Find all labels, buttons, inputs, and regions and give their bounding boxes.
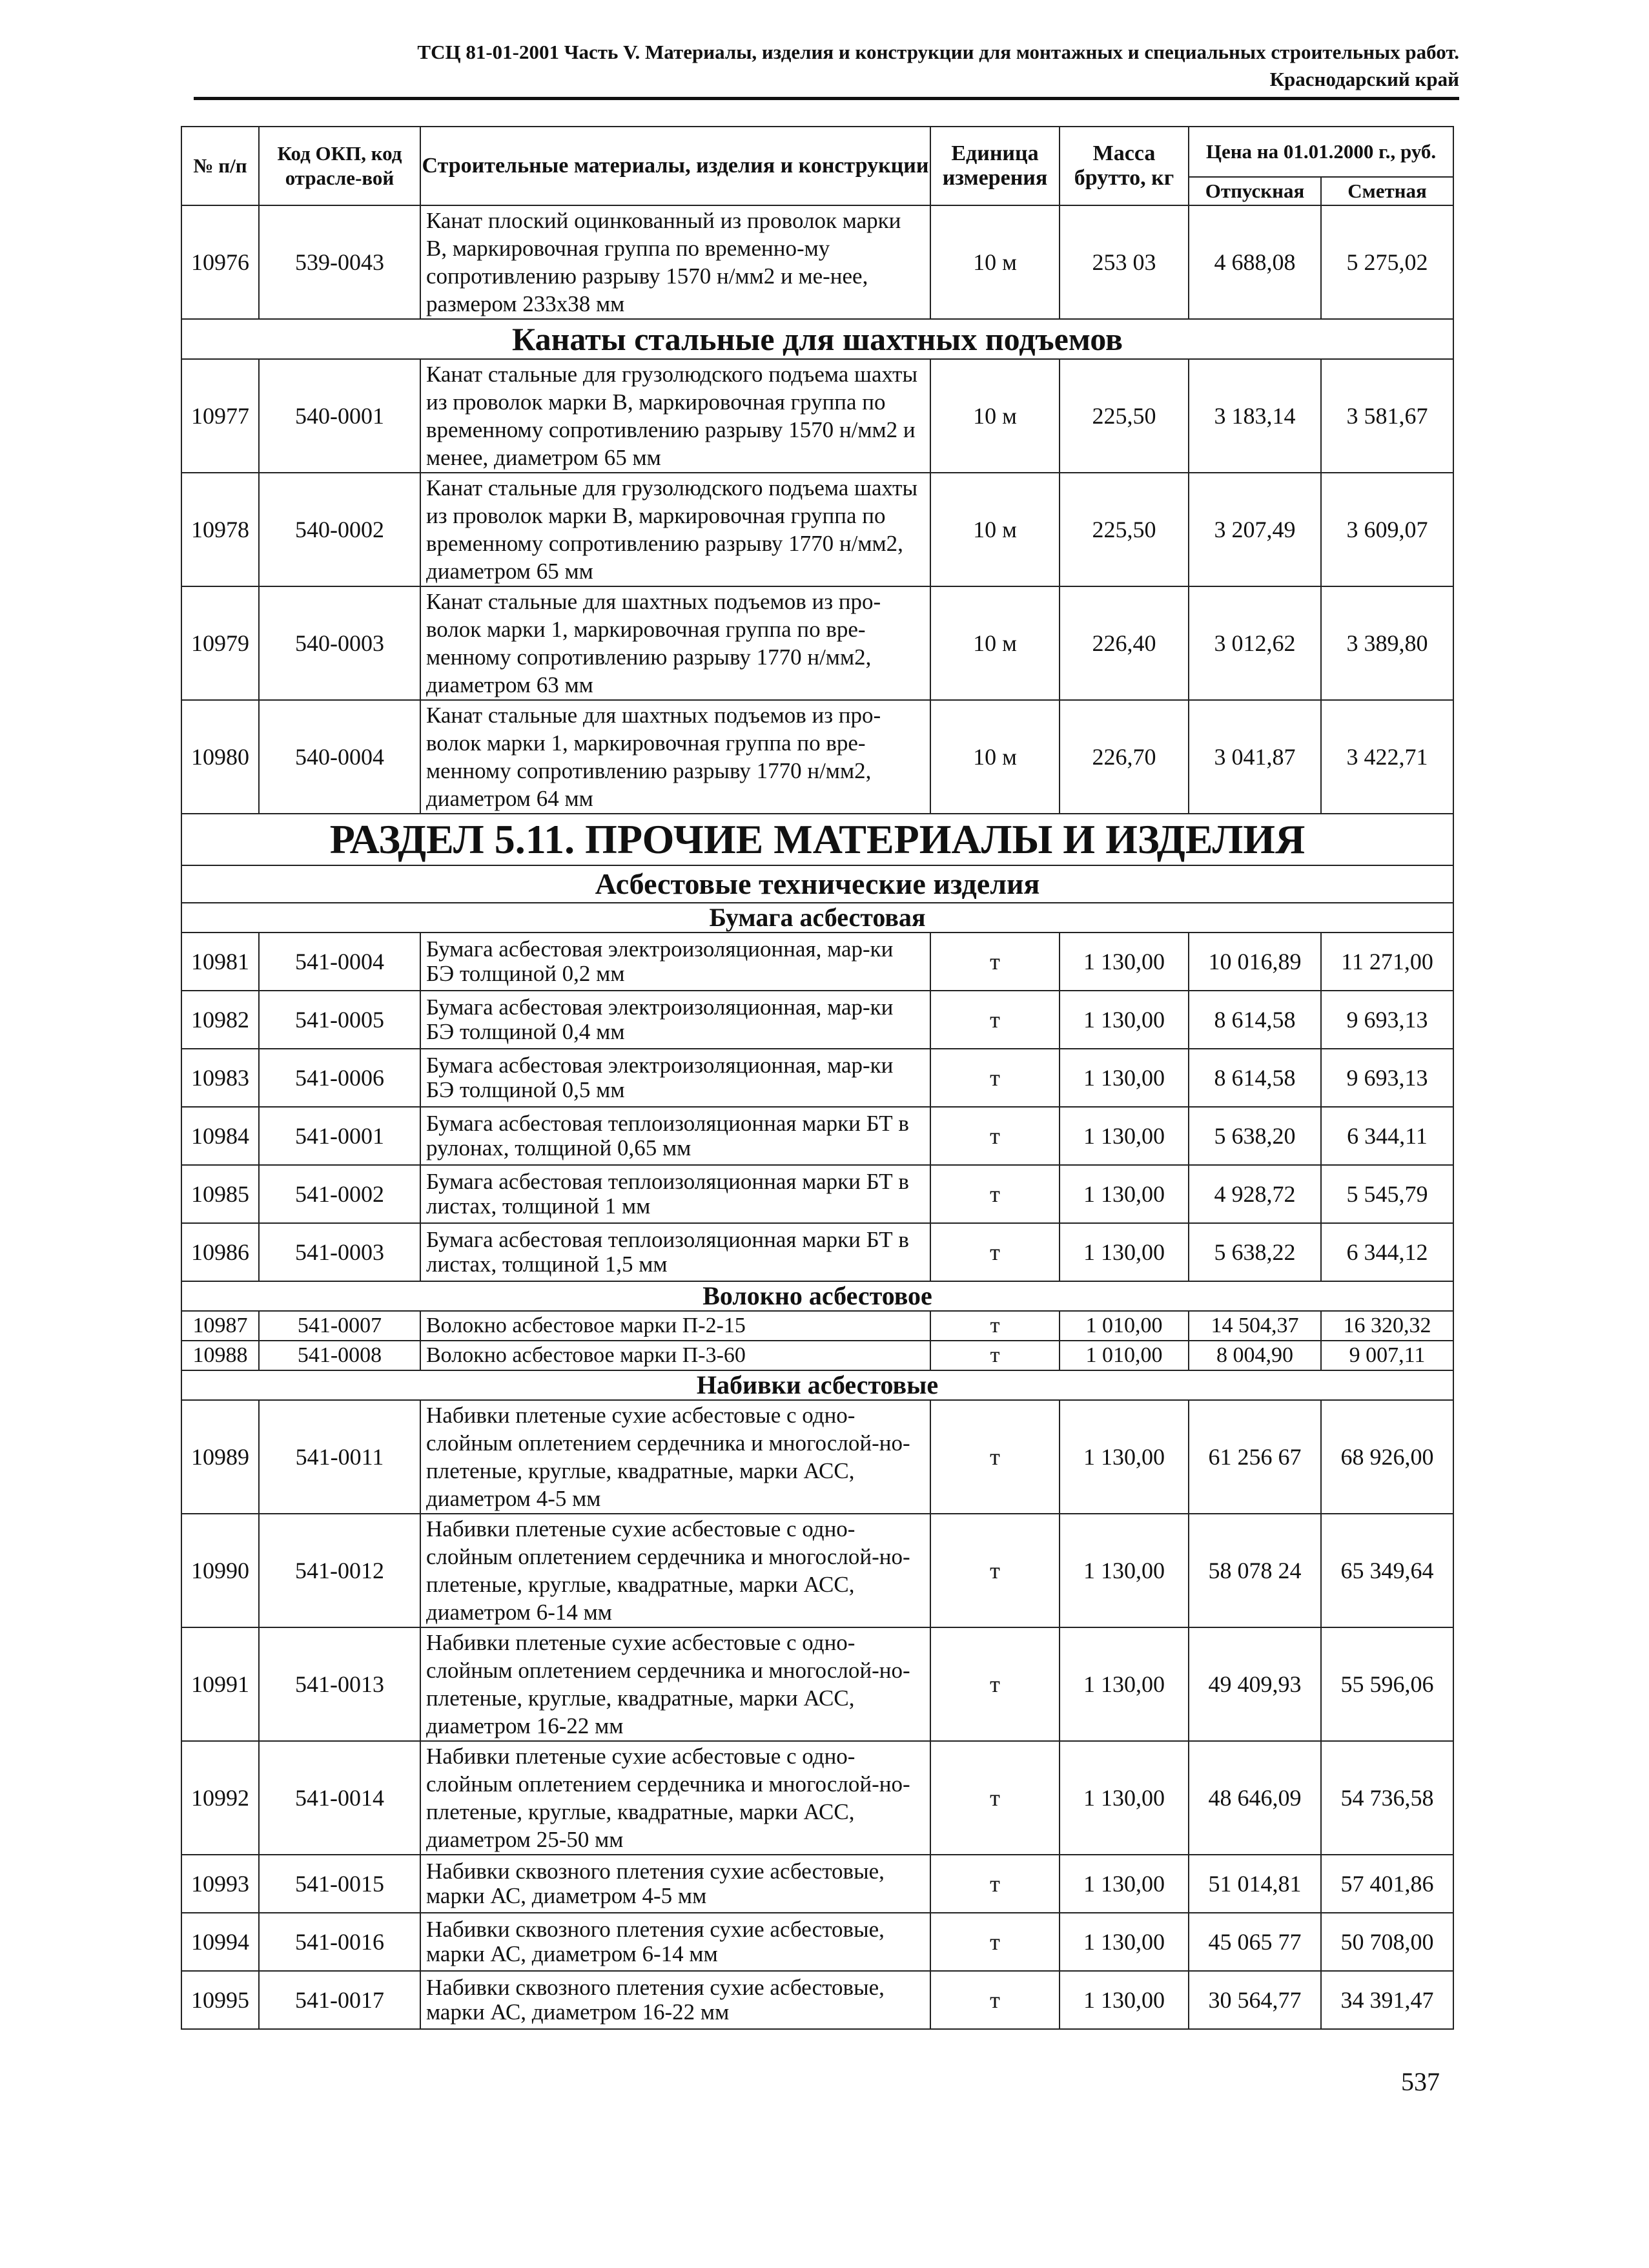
cell-num: 10991: [181, 1627, 259, 1741]
cell-unit: т: [930, 991, 1060, 1049]
col-header-release-price: Отпускная: [1189, 177, 1321, 205]
cell-name: Канат стальные для шахтных подъемов из про-волок марки 1, маркировочная группа по вре-менному сопротивлению разрыву 1770 н/мм2, диаметром 64 мм: [420, 700, 930, 814]
cell-estimate-price: 57 401,86: [1321, 1855, 1453, 1913]
cell-num: 10982: [181, 991, 259, 1049]
price-table-container: [181, 126, 1453, 2030]
cell-estimate-price: 3 581,67: [1321, 359, 1453, 473]
cell-unit: т: [930, 1341, 1060, 1370]
table-row: [181, 1741, 1453, 1855]
cell-release-price: 5 638,22: [1189, 1223, 1321, 1281]
col-header-code: Код ОКП, код отрасле-вой: [259, 127, 420, 205]
cell-estimate-price: 3 389,80: [1321, 586, 1453, 700]
cell-code: 541-0006: [259, 1049, 420, 1107]
cell-estimate-price: 65 349,64: [1321, 1514, 1453, 1627]
cell-num: 10977: [181, 359, 259, 473]
cell-code: 541-0016: [259, 1913, 420, 1971]
table-row: [181, 1341, 1453, 1370]
cell-name: Набивки плетеные сухие асбестовые с одно-слойным оплетением сердечника и многослой-но-плетеные, круглые, квадратные, марки АСС, диаметром 16-22 мм: [420, 1627, 930, 1741]
cell-num: 10981: [181, 933, 259, 991]
cell-estimate-price: 5 545,79: [1321, 1165, 1453, 1223]
cell-estimate-price: 6 344,12: [1321, 1223, 1453, 1281]
table-row: [181, 586, 1453, 700]
cell-estimate-price: 50 708,00: [1321, 1913, 1453, 1971]
cell-unit: т: [930, 1514, 1060, 1627]
cell-estimate-price: 6 344,11: [1321, 1107, 1453, 1165]
cell-num: 10985: [181, 1165, 259, 1223]
table-row: [181, 1913, 1453, 1971]
cell-num: 10980: [181, 700, 259, 814]
cell-name: Набивки сквозного плетения сухие асбестовые, марки АС, диаметром 6-14 мм: [420, 1913, 930, 1971]
cell-code: 541-0007: [259, 1311, 420, 1341]
cell-name: Канат плоский оцинкованный из проволок марки В, маркировочная группа по временно-му сопротивлению разрыву 1570 н/мм2 и ме-нее, размером 233х38 мм: [420, 205, 930, 319]
cell-release-price: 4 928,72: [1189, 1165, 1321, 1223]
cell-release-price: 5 638,20: [1189, 1107, 1321, 1165]
cell-name: Набивки плетеные сухие асбестовые с одно-слойным оплетением сердечника и многослой-но-плетеные, круглые, квадратные, марки АСС, диаметром 25-50 мм: [420, 1741, 930, 1855]
header-title: ТСЦ 81-01-2001 Часть V. Материалы, изделия и конструкции для монтажных и специальных строительных работ.: [417, 41, 1459, 63]
cell-release-price: 30 564,77: [1189, 1971, 1321, 2029]
cell-release-price: 14 504,37: [1189, 1311, 1321, 1341]
cell-release-price: 4 688,08: [1189, 205, 1321, 319]
cell-mass: 226,40: [1060, 586, 1189, 700]
cell-release-price: 8 004,90: [1189, 1341, 1321, 1370]
cell-num: 10984: [181, 1107, 259, 1165]
table-row: [181, 991, 1453, 1049]
table-row: [181, 1223, 1453, 1281]
cell-release-price: 8 614,58: [1189, 991, 1321, 1049]
col-header-mass: Масса брутто, кг: [1060, 127, 1189, 205]
cell-mass: 1 130,00: [1060, 991, 1189, 1049]
cell-code: 541-0004: [259, 933, 420, 991]
subheader-asbestos-products: Асбестовые технические изделия: [181, 865, 1453, 903]
cell-unit: т: [930, 933, 1060, 991]
cell-release-price: 48 646,09: [1189, 1741, 1321, 1855]
subheader-asbestos-packing: Набивки асбестовые: [181, 1370, 1453, 1400]
cell-num: 10986: [181, 1223, 259, 1281]
cell-unit: 10 м: [930, 359, 1060, 473]
cell-name: Набивки плетеные сухие асбестовые с одно-слойным оплетением сердечника и многослой-но-плетеные, круглые, квадратные, марки АСС, диаметром 4-5 мм: [420, 1400, 930, 1514]
cell-num: 10983: [181, 1049, 259, 1107]
table-row: [181, 1627, 1453, 1741]
col-header-num: № п/п: [181, 127, 259, 205]
subheader-row: [181, 1370, 1453, 1400]
cell-estimate-price: 68 926,00: [1321, 1400, 1453, 1514]
cell-name: Канат стальные для грузолюдского подъема шахты из проволок марки В, маркировочная группа по временному сопротивлению разрыву 1570 н/мм2 и менее, диаметром 65 мм: [420, 359, 930, 473]
header-rule: [194, 97, 1459, 100]
page-header: [271, 39, 1459, 93]
cell-mass: 1 130,00: [1060, 1223, 1189, 1281]
cell-name: Канат стальные для шахтных подъемов из про-волок марки 1, маркировочная группа по вре-менному сопротивлению разрыву 1770 н/мм2, диаметром 63 мм: [420, 586, 930, 700]
cell-unit: т: [930, 1049, 1060, 1107]
cell-code: 541-0003: [259, 1223, 420, 1281]
cell-estimate-price: 11 271,00: [1321, 933, 1453, 991]
cell-unit: т: [930, 1165, 1060, 1223]
cell-unit: т: [930, 1741, 1060, 1855]
cell-num: 10987: [181, 1311, 259, 1341]
cell-code: 540-0003: [259, 586, 420, 700]
cell-num: 10995: [181, 1971, 259, 2029]
cell-release-price: 3 012,62: [1189, 586, 1321, 700]
subheader-row: [181, 903, 1453, 933]
table-row: [181, 1311, 1453, 1341]
table-row: [181, 359, 1453, 473]
cell-num: 10976: [181, 205, 259, 319]
cell-estimate-price: 54 736,58: [1321, 1741, 1453, 1855]
cell-num: 10993: [181, 1855, 259, 1913]
cell-estimate-price: 9 693,13: [1321, 991, 1453, 1049]
cell-num: 10994: [181, 1913, 259, 1971]
cell-name: Канат стальные для грузолюдского подъема шахты из проволок марки В, маркировочная группа по временному сопротивлению разрыву 1770 н/мм2, диаметром 65 мм: [420, 473, 930, 586]
cell-release-price: 10 016,89: [1189, 933, 1321, 991]
cell-estimate-price: 16 320,32: [1321, 1311, 1453, 1341]
cell-code: 541-0014: [259, 1741, 420, 1855]
cell-code: 541-0015: [259, 1855, 420, 1913]
cell-code: 541-0001: [259, 1107, 420, 1165]
col-header-name: Строительные материалы, изделия и конструкции: [420, 127, 930, 205]
cell-code: 540-0004: [259, 700, 420, 814]
cell-unit: т: [930, 1855, 1060, 1913]
cell-code: 539-0043: [259, 205, 420, 319]
cell-estimate-price: 3 609,07: [1321, 473, 1453, 586]
cell-unit: т: [930, 1971, 1060, 2029]
cell-unit: т: [930, 1311, 1060, 1341]
cell-estimate-price: 9 693,13: [1321, 1049, 1453, 1107]
cell-name: Бумага асбестовая теплоизоляционная марки БТ в рулонах, толщиной 0,65 мм: [420, 1107, 930, 1165]
cell-estimate-price: 34 391,47: [1321, 1971, 1453, 2029]
cell-mass: 1 130,00: [1060, 1107, 1189, 1165]
table-row: [181, 1165, 1453, 1223]
cell-code: 541-0005: [259, 991, 420, 1049]
cell-estimate-price: 9 007,11: [1321, 1341, 1453, 1370]
subheader-mine-ropes: Канаты стальные для шахтных подъемов: [181, 319, 1453, 359]
cell-unit: т: [930, 1400, 1060, 1514]
cell-name: Набивки сквозного плетения сухие асбестовые, марки АС, диаметром 4-5 мм: [420, 1855, 930, 1913]
cell-mass: 1 130,00: [1060, 1627, 1189, 1741]
cell-unit: 10 м: [930, 473, 1060, 586]
cell-unit: т: [930, 1913, 1060, 1971]
cell-mass: 226,70: [1060, 700, 1189, 814]
cell-code: 541-0013: [259, 1627, 420, 1741]
cell-name: Набивки сквозного плетения сухие асбестовые, марки АС, диаметром 16-22 мм: [420, 1971, 930, 2029]
cell-code: 541-0008: [259, 1341, 420, 1370]
table-row: [181, 205, 1453, 319]
table-row: [181, 700, 1453, 814]
cell-mass: 1 130,00: [1060, 1741, 1189, 1855]
section-title: РАЗДЕЛ 5.11. ПРОЧИЕ МАТЕРИАЛЫ И ИЗДЕЛИЯ: [181, 814, 1453, 865]
cell-unit: 10 м: [930, 586, 1060, 700]
cell-code: 541-0012: [259, 1514, 420, 1627]
cell-unit: т: [930, 1107, 1060, 1165]
subheader-row: [181, 319, 1453, 359]
cell-name: Бумага асбестовая теплоизоляционная марки БТ в листах, толщиной 1,5 мм: [420, 1223, 930, 1281]
cell-name: Волокно асбестовое марки П-3-60: [420, 1341, 930, 1370]
cell-release-price: 61 256 67: [1189, 1400, 1321, 1514]
cell-release-price: 3 041,87: [1189, 700, 1321, 814]
cell-mass: 1 010,00: [1060, 1341, 1189, 1370]
cell-unit: 10 м: [930, 205, 1060, 319]
cell-name: Бумага асбестовая электроизоляционная, мар-ки БЭ толщиной 0,4 мм: [420, 991, 930, 1049]
table-row: [181, 473, 1453, 586]
page-number: 537: [1401, 2067, 1440, 2096]
cell-mass: 1 130,00: [1060, 933, 1189, 991]
cell-unit: т: [930, 1223, 1060, 1281]
cell-num: 10992: [181, 1741, 259, 1855]
table-row: [181, 933, 1453, 991]
cell-unit: т: [930, 1627, 1060, 1741]
section-row: [181, 814, 1453, 865]
cell-mass: 1 130,00: [1060, 1049, 1189, 1107]
table-body: [181, 205, 1453, 2029]
cell-mass: 1 130,00: [1060, 1855, 1189, 1913]
cell-release-price: 3 207,49: [1189, 473, 1321, 586]
cell-name: Бумага асбестовая теплоизоляционная марки БТ в листах, толщиной 1 мм: [420, 1165, 930, 1223]
cell-release-price: 49 409,93: [1189, 1627, 1321, 1741]
cell-name: Бумага асбестовая электроизоляционная, мар-ки БЭ толщиной 0,5 мм: [420, 1049, 930, 1107]
cell-mass: 253 03: [1060, 205, 1189, 319]
cell-release-price: 58 078 24: [1189, 1514, 1321, 1627]
cell-num: 10979: [181, 586, 259, 700]
cell-release-price: 51 014,81: [1189, 1855, 1321, 1913]
cell-code: 541-0002: [259, 1165, 420, 1223]
subheader-row: [181, 865, 1453, 903]
cell-release-price: 3 183,14: [1189, 359, 1321, 473]
subheader-asbestos-paper: Бумага асбестовая: [181, 903, 1453, 933]
cell-mass: 1 130,00: [1060, 1165, 1189, 1223]
table-row: [181, 1400, 1453, 1514]
cell-name: Набивки плетеные сухие асбестовые с одно-слойным оплетением сердечника и многослой-но-плетеные, круглые, квадратные, марки АСС, диаметром 6-14 мм: [420, 1514, 930, 1627]
table-row: [181, 1514, 1453, 1627]
cell-estimate-price: 5 275,02: [1321, 205, 1453, 319]
cell-release-price: 45 065 77: [1189, 1913, 1321, 1971]
subheader-asbestos-fiber: Волокно асбестовое: [181, 1281, 1453, 1311]
table-row: [181, 1855, 1453, 1913]
cell-estimate-price: 3 422,71: [1321, 700, 1453, 814]
cell-num: 10988: [181, 1341, 259, 1370]
subheader-row: [181, 1281, 1453, 1311]
cell-code: 541-0011: [259, 1400, 420, 1514]
header-region: Краснодарский край: [1269, 68, 1459, 90]
col-header-price: Цена на 01.01.2000 г., руб.: [1189, 127, 1453, 177]
cell-num: 10978: [181, 473, 259, 586]
cell-mass: 1 130,00: [1060, 1913, 1189, 1971]
cell-code: 541-0017: [259, 1971, 420, 2029]
table-head: [181, 127, 1453, 205]
table-row: [181, 1971, 1453, 2029]
cell-mass: 225,50: [1060, 359, 1189, 473]
cell-name: Волокно асбестовое марки П-2-15: [420, 1311, 930, 1341]
cell-estimate-price: 55 596,06: [1321, 1627, 1453, 1741]
cell-code: 540-0001: [259, 359, 420, 473]
cell-mass: 1 010,00: [1060, 1311, 1189, 1341]
cell-release-price: 8 614,58: [1189, 1049, 1321, 1107]
col-header-unit: Единица измерения: [930, 127, 1060, 205]
price-table: [181, 126, 1454, 2030]
col-header-estimate-price: Сметная: [1321, 177, 1453, 205]
cell-mass: 1 130,00: [1060, 1971, 1189, 2029]
cell-num: 10989: [181, 1400, 259, 1514]
cell-mass: 1 130,00: [1060, 1514, 1189, 1627]
cell-mass: 225,50: [1060, 473, 1189, 586]
cell-mass: 1 130,00: [1060, 1400, 1189, 1514]
table-row: [181, 1049, 1453, 1107]
cell-unit: 10 м: [930, 700, 1060, 814]
table-row: [181, 1107, 1453, 1165]
cell-code: 540-0002: [259, 473, 420, 586]
cell-name: Бумага асбестовая электроизоляционная, мар-ки БЭ толщиной 0,2 мм: [420, 933, 930, 991]
cell-num: 10990: [181, 1514, 259, 1627]
